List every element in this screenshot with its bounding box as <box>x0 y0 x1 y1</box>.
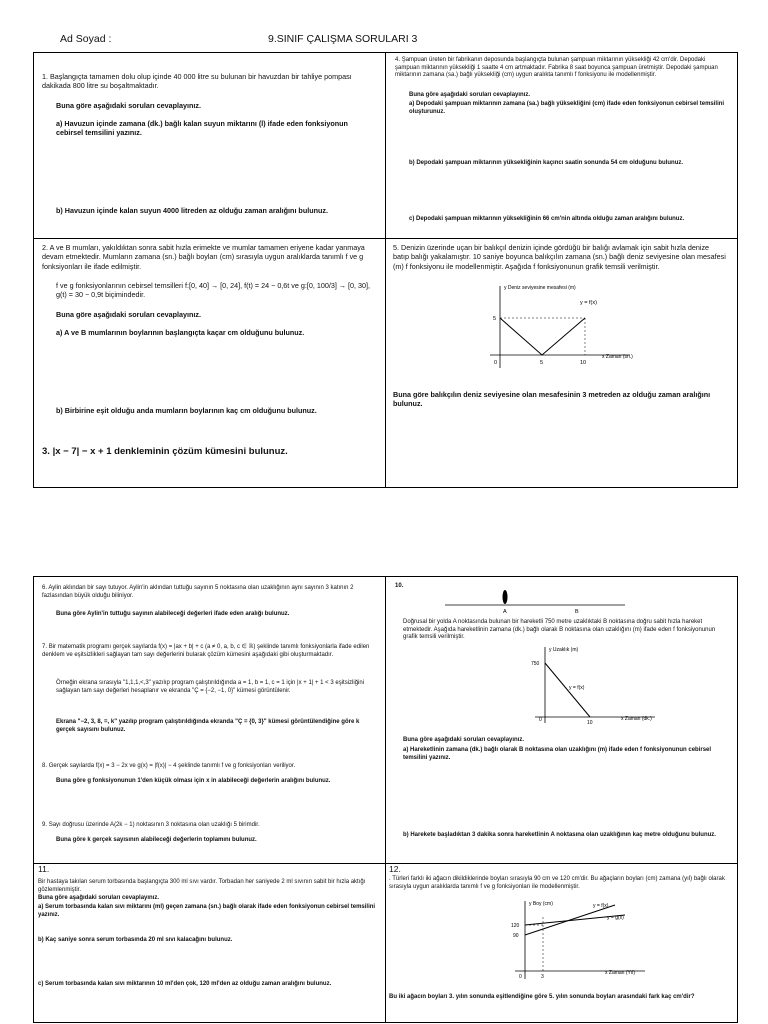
worksheet-page-2 <box>33 576 738 1023</box>
question-text: Şampuan üreten bir fabrikanın deposunda başlangıçta bulunan şampuan miktarının yüksekliği 42 cm'dir. Depodaki şampuan miktarının yüksekliği 1 saatte 4 cm artmaktadır. Fabrika 8 saat boyunca şampuan üretmiştir. Depodaki şampuan miktarının zamana (sa.) bağlı yüksekliği (cm) uygun aralıkta tanımlı f fonksiyonu ile modellenmiştir. <box>395 57 718 78</box>
page-title: 9.SINIF ÇALIŞMA SORULARI 3 <box>268 33 418 45</box>
question-text: Bir hastaya takılan serum torbasında başlangıçta 300 ml sıvı vardır. Torbadan her saniyede 2 ml sıvının sabit bir hızla aktığı gözlemlenmiştir. <box>38 879 366 893</box>
tick-y-750: 750 <box>531 661 540 667</box>
question-lead: Buna göre aşağıdaki soruları cevaplayınız. <box>56 101 202 110</box>
question-9 <box>42 822 377 830</box>
question-text: A ve B mumları, yakıldıktan sonra sabit hızla erimekte ve mumlar tamamen eriyene kadar yanmaya devam etmektedir. Mumların zamana (sn.) bağlı boyları (cm) sırasıyla uygun aralıklarda tanımlı f ve g fonksiyonları ile ifade edilmiştir. <box>42 243 365 271</box>
question-text: Başlangıçta tamamen dolu olup içinde 40 000 litre su bulunan bir havuzdan bir tahliye pompası dakikada 800 litre su boşaltmaktadır. <box>42 72 352 91</box>
questions-6-9 <box>34 577 385 863</box>
walker-icon <box>503 590 508 604</box>
question-part-b: b) Kaç saniye sonra serum torbasında 20 ml sıvı kalacağını bulunuz. <box>38 937 233 943</box>
question-8 <box>42 763 377 771</box>
question-text: |x − 7| − x + 1 denkleminin çözüm kümesini bulunuz. <box>52 446 288 457</box>
question-8-prompt: Buna göre g fonksiyonunun 1'den küçük olması için x in alabileceği değerlerin aralığını bulunuz. <box>56 778 331 784</box>
question-part-a: a) Havuzun içinde zamana (dk.) bağlı kalan suyun miktarını (l) ifade eden fonksiyonun cebirsel temsilini yazınız. <box>56 119 348 138</box>
tick-x-0: 0 <box>539 717 542 723</box>
tick-x-10: 10 <box>580 360 587 366</box>
y-axis-label: y Deniz seviyesine mesafesi (m) <box>504 285 576 291</box>
x-axis-label: x Zaman (sn.) <box>602 354 633 360</box>
question-number: 3. <box>42 446 50 457</box>
tick-x-0: 0 <box>494 360 498 366</box>
distance-time-graph <box>480 280 660 372</box>
distance-time-graph <box>505 643 675 727</box>
question-10 <box>385 577 738 863</box>
tick-y-120: 120 <box>511 923 520 929</box>
question-text: Denizin üzerinde uçan bir balıkçıl denizin içinde gördüğü bir balığı avlamak için sabit hızla denize batıp balığı yakalamıştır. 10 saniye boyunca balıkçılın zamana (sn.) bağlı deniz seviyesine olan mesafesi (m) f fonksiyonu ile modellenmiştir. Aşağıda f fonksiyonunun grafik temsili verilmiştir. <box>393 243 726 271</box>
question-number: 1. <box>42 72 48 81</box>
question-text: Sayı doğrusu üzerinde A(2k − 1) noktasının 3 noktasına olan uzaklığı 5 birimdir. <box>48 822 260 828</box>
tick-y-5: 5 <box>493 316 497 322</box>
function-label: y = f(x) <box>580 300 597 306</box>
question-text: Bir matematik programı gerçek sayılarda f(x) = |ax + b| + c (a ≠ 0, a, b, c ∈ ℝ) şeklinde tanımlı fonksiyonlarla ifade edilen denklem ve eşitsizlikleri sağlayan tam sayı değerlerini bularak çözüm kümesini aşağıdaki gibi oluşturmaktadır. <box>42 644 370 658</box>
y-axis-label: y Uzaklık (m) <box>549 647 579 653</box>
tick-x-10: 10 <box>587 720 593 726</box>
question-3 <box>42 446 372 458</box>
question-part-c: c) Serum torbasında kalan sıvı miktarının 10 ml'den çok, 120 ml'den az olduğu zaman aralığını bulunuz. <box>38 981 332 987</box>
question-part-a: a) Hareketlinin zamana (dk.) bağlı olarak B noktasına olan uzaklığını (m) ifade eden f fonksiyonunun cebirsel temsilini yazınız. <box>403 747 712 761</box>
tick-x-3: 3 <box>541 974 544 980</box>
question-lead: Buna göre aşağıdaki soruları cevaplayınız. <box>56 310 202 319</box>
question-number: 10. <box>395 583 404 589</box>
question-number: 12. <box>389 864 401 874</box>
question-2 <box>34 238 385 488</box>
question-6-prompt: Buna göre Aylin'in tuttuğu sayının alabileceği değerleri ifade eden aralığı bulunuz. <box>56 611 290 617</box>
point-b-label: B <box>575 609 579 615</box>
question-number: 9. <box>42 822 48 828</box>
question-part-c: c) Depodaki şampuan miktarının yüksekliğinin 66 cm'nin altında olduğu zaman aralığını bulunuz. <box>409 216 685 222</box>
question-number: 4. <box>395 57 401 63</box>
question-text: Doğrusal bir yolda A noktasında bulunan bir hareketli 750 metre uzaklıktaki B noktasına doğru sabit hızla hareket etmektedir. Aşağıda hareketlinin zamana (dk.) bağlı olarak B noktasına olan uzaklığını (m) ifade eden f fonksiyonunun grafik temsili verilmiştir. <box>403 619 716 640</box>
height-time-graph <box>485 897 675 981</box>
question-number: 11. <box>38 864 50 874</box>
f-graph-line <box>500 318 585 355</box>
question-4 <box>385 53 738 238</box>
x-axis-label: x Zaman (dk.) <box>621 716 652 722</box>
question-part-b: b) Havuzun içinde kalan suyun 4000 litreden az olduğu zaman aralığını bulunuz. <box>56 206 328 215</box>
question-text: . Türleri farklı iki ağacın dikildiklerinde boyları sırasıyla 90 cm ve 120 cm'dir. Bu ağaçların boyları (cm) zamana (yıl) bağlı olarak sırasıyla uygun aralıklarda tanımlı f ve g fonksiyonları ile modellenmiştir. <box>389 876 725 890</box>
question-7-prompt: Ekrana "−2, 3, 8, =, k" yazılıp program çalıştırıldığında ekranda "Ç = {0, 3}" kümesi görüntülendiğine göre k gerçek sayısını bulunuz. <box>56 719 360 733</box>
function-definition: f ve g fonksiyonlarının cebirsel temsilleri f:[0, 40] → [0, 24], f(t) = 24 − 0,6t ve g:[0, 100/3] → [0, 30], g(t) = 30 − 0,9t biçimindedir. <box>56 281 371 300</box>
question-number: 6. <box>42 585 48 591</box>
road-diagram <box>445 589 625 615</box>
question-number: 5. <box>393 243 399 252</box>
question-part-b: b) Harekete başladıktan 3 dakika sonra hareketlinin A noktasına olan uzaklığının kaç metre olduğunu bulunuz. <box>403 832 716 838</box>
tick-y-90: 90 <box>513 933 519 939</box>
question-5 <box>385 238 738 488</box>
question-1 <box>34 53 385 238</box>
question-12 <box>385 863 738 1023</box>
question-text: Aylin aklından bir sayı tutuyor. Aylin'in aklından tuttuğu sayının 5 noktasına olan uzaklığının aynı sayının 3 katının 2 fazlasından büyük olduğu biliniyor. <box>42 585 354 599</box>
question-part-b: b) Birbirine eşit olduğu anda mumların boylarının kaç cm olduğunu bulunuz. <box>56 406 317 415</box>
question-number: 2. <box>42 243 48 252</box>
question-11 <box>34 863 385 1023</box>
y-axis-label: y Boy (cm) <box>529 901 553 907</box>
name-label: Ad Soyad : <box>60 33 112 45</box>
question-part-a: a) Depodaki şampuan miktarının zamana (sa.) bağlı yüksekliğini (cm) ifade eden fonksiyonun cebirsel temsilini oluşturunuz. <box>409 101 725 115</box>
question-text: Gerçek sayılarda f(x) = 3 − 2x ve g(x) = |f(x)| − 4 şeklinde tanımlı f ve g fonksiyonları veriliyor. <box>48 763 296 769</box>
tick-x-5: 5 <box>540 360 544 366</box>
question-part-a: a) A ve B mumlarının boylarının başlangıçta kaçar cm olduğunu bulunuz. <box>56 328 305 337</box>
question-lead: Buna göre aşağıdaki soruları cevaplayınız. <box>403 737 525 743</box>
g-label: y = g(x) <box>607 915 624 921</box>
question-7-example: Örneğin ekrana sırasıyla "1,1,1,<,3" yazılıp program çalıştırıldığında a = 1, b = 1, c = 1 için |x + 1| + 1 < 3 eşitsizliğini sağlayan tam sayı değerleri hesaplanır ve ekranda "Ç = {−2, −1, 0}" kümesi görüntülenir. <box>56 680 365 694</box>
question-number: 7. <box>42 644 48 650</box>
question-lead: Buna göre aşağıdaki soruları cevaplayınız. <box>409 92 531 98</box>
question-number: 8. <box>42 763 48 769</box>
worksheet-page-1 <box>33 52 738 488</box>
f-label: y = f(x) <box>593 903 609 909</box>
question-7 <box>42 644 377 659</box>
question-9-prompt: Buna göre k gerçek sayısının alabileceği değerlerin toplamını bulunuz. <box>56 837 257 843</box>
question-6 <box>42 585 377 600</box>
question-prompt: Buna göre balıkçılın deniz seviyesine olan mesafesinin 3 metreden az olduğu zaman aralığını bulunuz. <box>393 390 711 409</box>
tick-x-0: 0 <box>519 974 522 980</box>
question-part-a: a) Serum torbasında kalan sıvı miktarını (ml) geçen zamana (sn.) bağlı olarak ifade eden fonksiyonun cebirsel temsilini yazınız. <box>38 904 376 918</box>
point-a-label: A <box>503 609 507 615</box>
x-axis-label: x Zaman (Yıl) <box>605 970 636 976</box>
function-label: y = f(x) <box>569 685 585 691</box>
question-part-b: b) Depodaki şampuan miktarının yüksekliğinin kaçıncı saatin sonunda 54 cm olduğunu bulunuz. <box>409 160 684 166</box>
question-lead: Buna göre aşağıdaki soruları cevaplayınız. <box>38 895 160 901</box>
question-prompt: Bu iki ağacın boyları 3. yılın sonunda eşitlendiğine göre 5. yılın sonunda boyları arasındaki fark kaç cm'dir? <box>389 994 695 1000</box>
